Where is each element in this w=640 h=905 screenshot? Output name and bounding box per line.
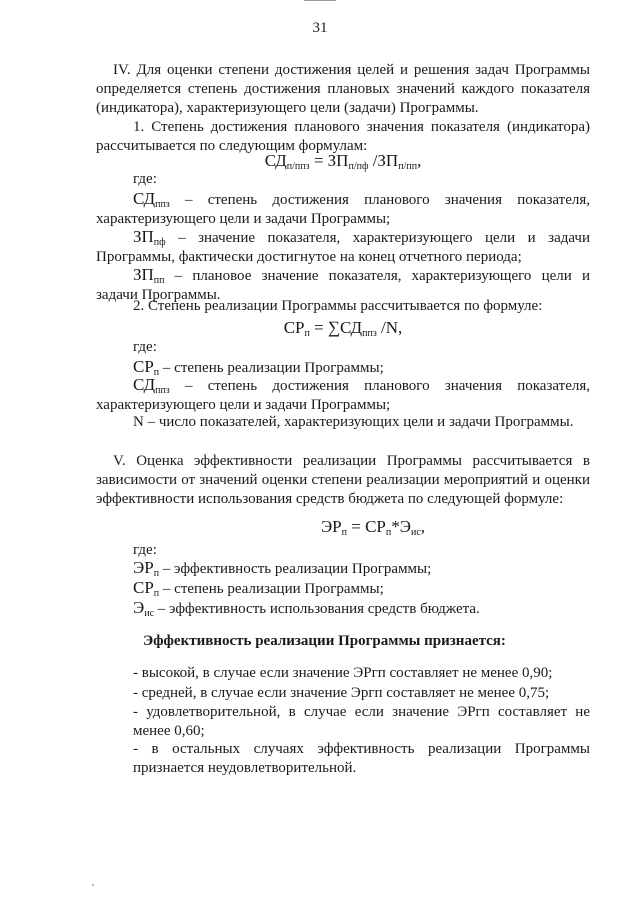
formula-er-sub3: ис [410,527,421,538]
definition-text: – значение показателя, характеризующего цели и задачи Программы, фактически достигнутое на конец отчетного периода; [96,230,590,265]
recognition-item: - удовлетворительной, в случае если значение ЭРгп составляет не менее 0,60; [133,704,590,739]
where-label-3: где: [133,542,157,558]
scan-speck [92,884,94,886]
definition-symbol-sub: ис [144,608,155,619]
definition-symbol: ЗП [133,227,154,246]
definition-text: – плановое значение показателя, характеризующего цели и задачи Программы. [96,268,590,303]
where-label-1: где: [133,171,157,187]
formula-sd [96,150,590,172]
definition-symbol: СР [133,578,154,597]
formula-er-lhs: ЭР [320,517,342,536]
formula-sd-slash: /ЗП [368,151,399,170]
definition-symbol: СД [133,375,156,394]
formula-sr-eq: = ∑СД [309,318,363,337]
definition-symbol-sub: пф [153,237,166,248]
formula-sd-tail: , [417,151,422,170]
definition-n: N – число показателей, характеризующих цели и задачи Программы. [133,414,574,430]
recognition-item: - в остальных случаях эффективность реализации Программы признается неудовлетворительной. [133,741,590,776]
section-4-item-2: 2. Степень реализации Программы рассчитывается по формуле: [133,298,543,314]
section-4-item-1: 1. Степень достижения планового значения показателя (индикатора) рассчитывается по следующим формулам: [96,119,590,154]
formula-er-tail: , [420,517,426,536]
definition-symbol-sub: пп [153,275,165,286]
formula-er [96,516,590,538]
definition-text: – эффективность использования средств бюджета. [154,601,480,617]
definition-text: – степень реализации Программы; [159,581,384,597]
definition-sr-2 [133,578,590,599]
definition-symbol: СД [133,189,156,208]
definition-er [133,558,590,579]
formula-sr-lhs-sub: п [304,328,310,339]
formula-sd-lhs-sub: п/ппз [286,161,310,172]
definition-symbol: ЭР [133,558,154,577]
formula-er-mid: *Э [391,517,411,536]
formula-sd-sub2: п/пф [348,161,369,172]
formula-sr-lhs: СР [283,318,305,337]
definition-symbol: Э [133,598,145,617]
recognition-heading: Эффективность реализации Программы признается: [143,633,506,649]
formula-sr-tail: /N, [376,318,403,337]
formula-er-sub2: п [385,527,392,538]
definition-e-is [133,598,590,619]
definition-sd-ppz-2 [96,375,590,415]
definition-symbol-sub: ппз [155,385,170,396]
definition-sd-ppz [96,189,590,229]
recognition-item: - средней, в случае если значение Эргп составляет не менее 0,75; [133,685,550,701]
top-rule [304,0,336,1]
formula-sr [96,317,590,339]
formula-er-lhs-sub: п [341,527,347,538]
formula-sr-sub2: ппз [362,328,377,339]
definition-zp-pf [96,227,590,267]
definition-text: – степень реализации Программы; [159,360,384,376]
definition-text: – степень достижения планового значения показателя, характеризующего цели и задачи Программы; [96,192,590,227]
definition-text: – степень достижения планового значения показателя, характеризующего цели и задачи Программы; [96,378,590,413]
formula-sd-sub3: п/пп [398,161,418,172]
section-4-intro: IV. Для оценки степени достижения целей и решения задач Программы определяется степень достижения плановых значений каждого показателя (индикатора), характеризующего цели (задачи) Программы. [96,62,590,116]
section-5-intro: V. Оценка эффективности реализации Программы рассчитывается в зависимости от значений оценки степени реализации мероприятий и оценки эффективности использования средств бюджета по следующей формуле: [96,453,590,507]
definition-symbol-sub: п [153,588,160,599]
where-label-2: где: [133,339,157,355]
formula-sd-eq: = ЗП [309,151,349,170]
definition-symbol-sub: п [153,568,160,579]
definition-symbol: СР [133,357,154,376]
recognition-item: - высокой, в случае если значение ЭРгп составляет не менее 0,90; [133,665,553,681]
definition-symbol-sub: ппз [155,199,170,210]
definition-symbol: ЗП [133,265,154,284]
definition-text: – эффективность реализации Программы; [159,561,432,577]
formula-er-eq: = СР [347,517,386,536]
page-number: 31 [312,20,328,36]
formula-sd-lhs: СД [264,151,287,170]
definition-symbol-sub: п [153,367,160,378]
